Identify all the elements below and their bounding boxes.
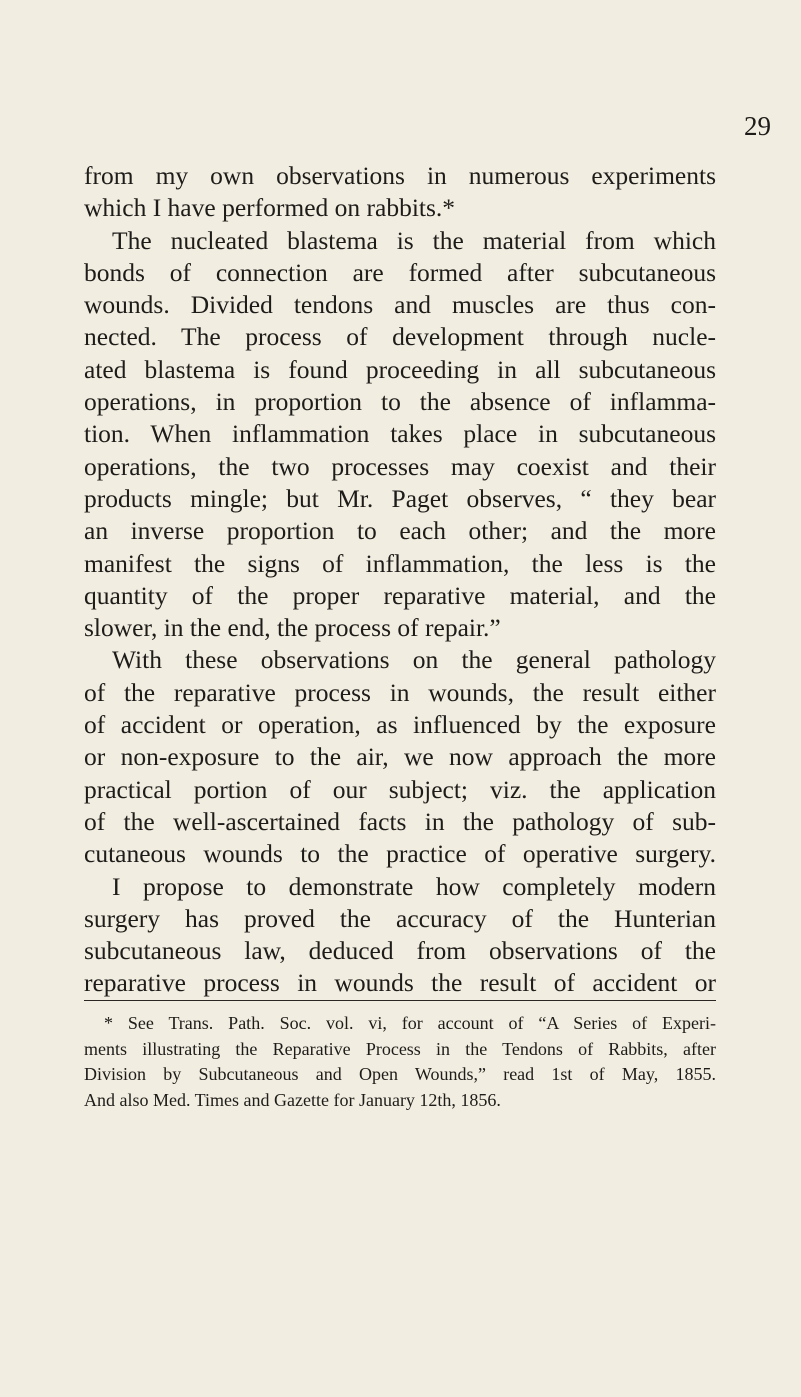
text-line: ated blastema is found proceeding in all subcutaneous [84,354,716,384]
text-line: surgery has proved the accuracy of the Hunterian [84,903,716,933]
text-line: operations, the two processes may coexist and their [84,451,716,481]
footnote-line: * See Trans. Path. Soc. vol. vi, for account of “A Series of Experi- [104,1013,716,1033]
text-line: wounds. Divided tendons and muscles are thus con- [84,290,716,320]
text-line: cutaneous wounds to the practice of operative surgery. [84,839,716,869]
text-line: subcutaneous law, deduced from observations of the [84,936,716,966]
text-line: bonds of connection are formed after subcutaneous [84,257,716,287]
text-line: With these observations on the general pathology [112,645,716,675]
text-line: of the reparative process in wounds, the result either [84,677,716,707]
text-line: tion. When inflammation takes place in subcutaneous [84,419,716,449]
footnote-line: ments illustrating the Reparative Process in the Tendons of Rabbits, after [84,1038,716,1059]
footnote [84,1011,716,1114]
body-text [84,160,716,1000]
page-number: 29 [744,111,771,141]
text-line: operations, in proportion to the absence of inflamma- [84,387,716,417]
text-line: which I have performed on rabbits.* [84,193,456,223]
text-line: quantity of the proper reparative material, and the [84,580,716,610]
text-line: nected. The process of development through nucle- [84,322,716,352]
text-line: practical portion of our subject; viz. the application [84,774,716,804]
text-line: from my own observations in numerous experiments [84,161,716,190]
text-line: The nucleated blastema is the material from which [112,225,716,255]
text-line: an inverse proportion to each other; and the more [84,516,716,546]
text-line: I propose to demonstrate how completely modern [112,871,716,901]
text-line: of accident or operation, as influenced by the exposure [84,710,716,740]
footnote-line: Division by Subcutaneous and Open Wounds,” read 1st of May, 1855. [84,1064,716,1085]
footnote-divider [84,1000,716,1001]
text-line: of the well-ascertained facts in the pathology of sub- [84,806,716,836]
text-line: manifest the signs of inflammation, the less is the [84,548,716,578]
text-line: or non-exposure to the air, we now approach the more [84,742,716,772]
footnote-line: And also Med. Times and Gazette for January 12th, 1856. [84,1090,501,1111]
text-line: reparative process in wounds the result of accident or [84,968,716,998]
text-line: slower, in the end, the process of repair.” [84,613,501,643]
text-line: products mingle; but Mr. Paget observes, “ they bear [84,483,716,513]
